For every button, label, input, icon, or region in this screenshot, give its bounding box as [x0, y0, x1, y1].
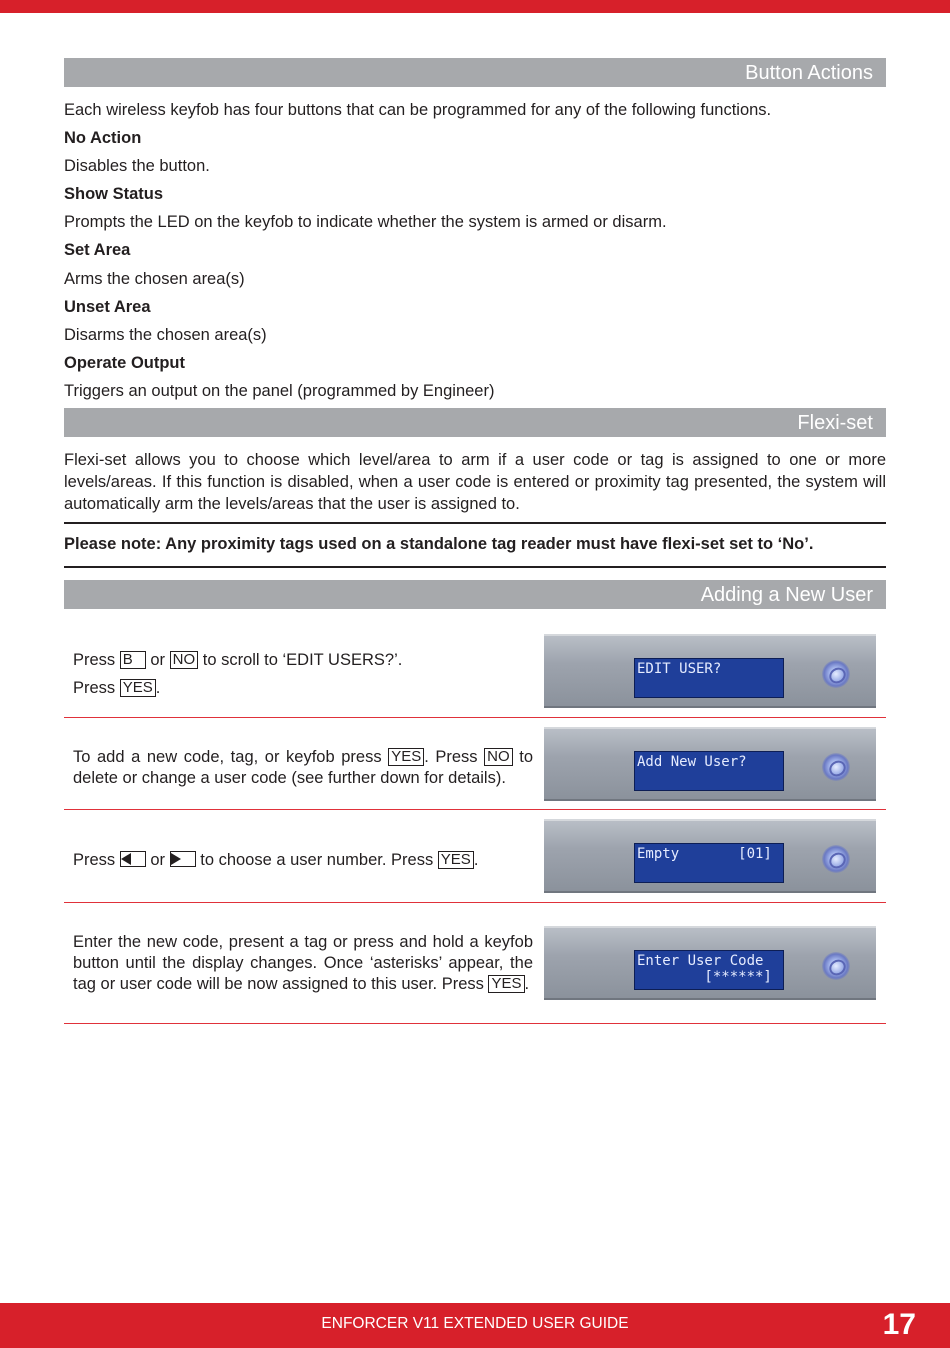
- proximity-logo-icon: [822, 952, 850, 980]
- step-text-fragment: To add a new code, tag, or keyfob press: [73, 748, 382, 766]
- step-2-text: [73, 747, 533, 789]
- button-actions-intro: Each wireless keyfob has four buttons that can be programmed for any of the following functions.: [64, 101, 772, 119]
- lcd-line-1: Add New User?: [637, 754, 747, 770]
- keypad-display-panel: [544, 634, 876, 708]
- page-number: 17: [882, 1308, 916, 1341]
- keypad-display-panel: [544, 819, 876, 893]
- section-heading-flexi-set: Flexi-set: [64, 408, 886, 437]
- proximity-logo-icon: [822, 660, 850, 688]
- lcd-line-1: EDIT USER?: [637, 661, 722, 677]
- no-key: NO: [170, 651, 199, 669]
- step-text-fragment: Press: [73, 651, 116, 669]
- action-title: Show Status: [64, 185, 164, 203]
- left-arrow-key-icon: [120, 851, 146, 867]
- step-text-fragment: . Press: [424, 748, 478, 766]
- action-desc: Arms the chosen area(s): [64, 270, 245, 288]
- action-desc: Triggers an output on the panel (programmed by Engineer): [64, 382, 495, 400]
- step-text-fragment: to delete or change a user code (see further down for details).: [73, 748, 533, 787]
- action-desc: Prompts the LED on the keyfob to indicate whether the system is armed or disarm.: [64, 213, 667, 231]
- step-text-fragment: .: [473, 851, 479, 869]
- lcd-line-1: Enter User Code: [637, 953, 764, 969]
- yes-key: YES: [438, 851, 474, 869]
- yes-key: YES: [488, 975, 524, 993]
- step-divider: [64, 717, 886, 718]
- proximity-logo-icon: [822, 753, 850, 781]
- flexi-set-body: Flexi-set allows you to choose which level/area to arm if a user code or tag is assigned to one or more levels/areas. If this function is disabled, when a user code is entered or proximity tag presented, the system will automatically arm the levels/areas that the user is assigned to.: [64, 451, 886, 513]
- step-text-fragment: or: [150, 651, 166, 669]
- action-title: Set Area: [64, 241, 131, 259]
- step-text-fragment: .: [524, 975, 530, 993]
- lcd-screen: [634, 950, 784, 990]
- step-3-text: [73, 850, 533, 871]
- lcd-screen: [634, 658, 784, 698]
- step-text-fragment: to choose a user number. Press: [200, 851, 434, 869]
- right-arrow-key-icon: [170, 851, 196, 867]
- action-desc: Disarms the chosen area(s): [64, 326, 267, 344]
- b-key: B: [120, 651, 146, 669]
- step-text-fragment: to scroll to ‘EDIT USERS?’.: [202, 651, 403, 669]
- keypad-display-panel: [544, 926, 876, 1000]
- note-rule-bottom: [64, 566, 886, 568]
- section-heading-adding-user: Adding a New User: [64, 580, 886, 609]
- action-desc: Disables the button.: [64, 157, 210, 175]
- step-text-fragment: .: [155, 679, 161, 697]
- flexi-set-note: Please note: Any proximity tags used on a standalone tag reader must have flexi-set set to ‘No’.: [64, 535, 814, 553]
- page-footer: [0, 1303, 950, 1348]
- no-key: NO: [484, 748, 513, 766]
- step-text-fragment: or: [150, 851, 166, 869]
- step-text-fragment: Press: [73, 679, 116, 697]
- proximity-logo-icon: [822, 845, 850, 873]
- lcd-line-1: Empty [01]: [637, 846, 772, 862]
- lcd-screen: [634, 751, 784, 791]
- action-title: Unset Area: [64, 298, 151, 316]
- action-title: No Action: [64, 129, 142, 147]
- yes-key: YES: [120, 679, 156, 697]
- action-title: Operate Output: [64, 354, 186, 372]
- step-1-text: [73, 650, 533, 699]
- yes-key: YES: [388, 748, 424, 766]
- step-divider: [64, 1023, 886, 1024]
- step-text-fragment: Press: [73, 851, 116, 869]
- step-divider: [64, 902, 886, 903]
- step-4-text: [73, 932, 533, 995]
- note-rule-top: [64, 522, 886, 524]
- top-brand-bar: [0, 0, 950, 13]
- step-text-fragment: Enter the new code, present a tag or press and hold a keyfob button until the display changes. Once ‘asterisks’ appear, the tag or user code will be now assigned to this user. Press: [73, 933, 533, 993]
- section-heading-button-actions: Button Actions: [64, 58, 886, 87]
- guide-title: ENFORCER V11 EXTENDED USER GUIDE: [321, 1315, 629, 1332]
- step-divider: [64, 809, 886, 810]
- lcd-screen: [634, 843, 784, 883]
- lcd-line-2: [******]: [637, 969, 772, 985]
- keypad-display-panel: [544, 727, 876, 801]
